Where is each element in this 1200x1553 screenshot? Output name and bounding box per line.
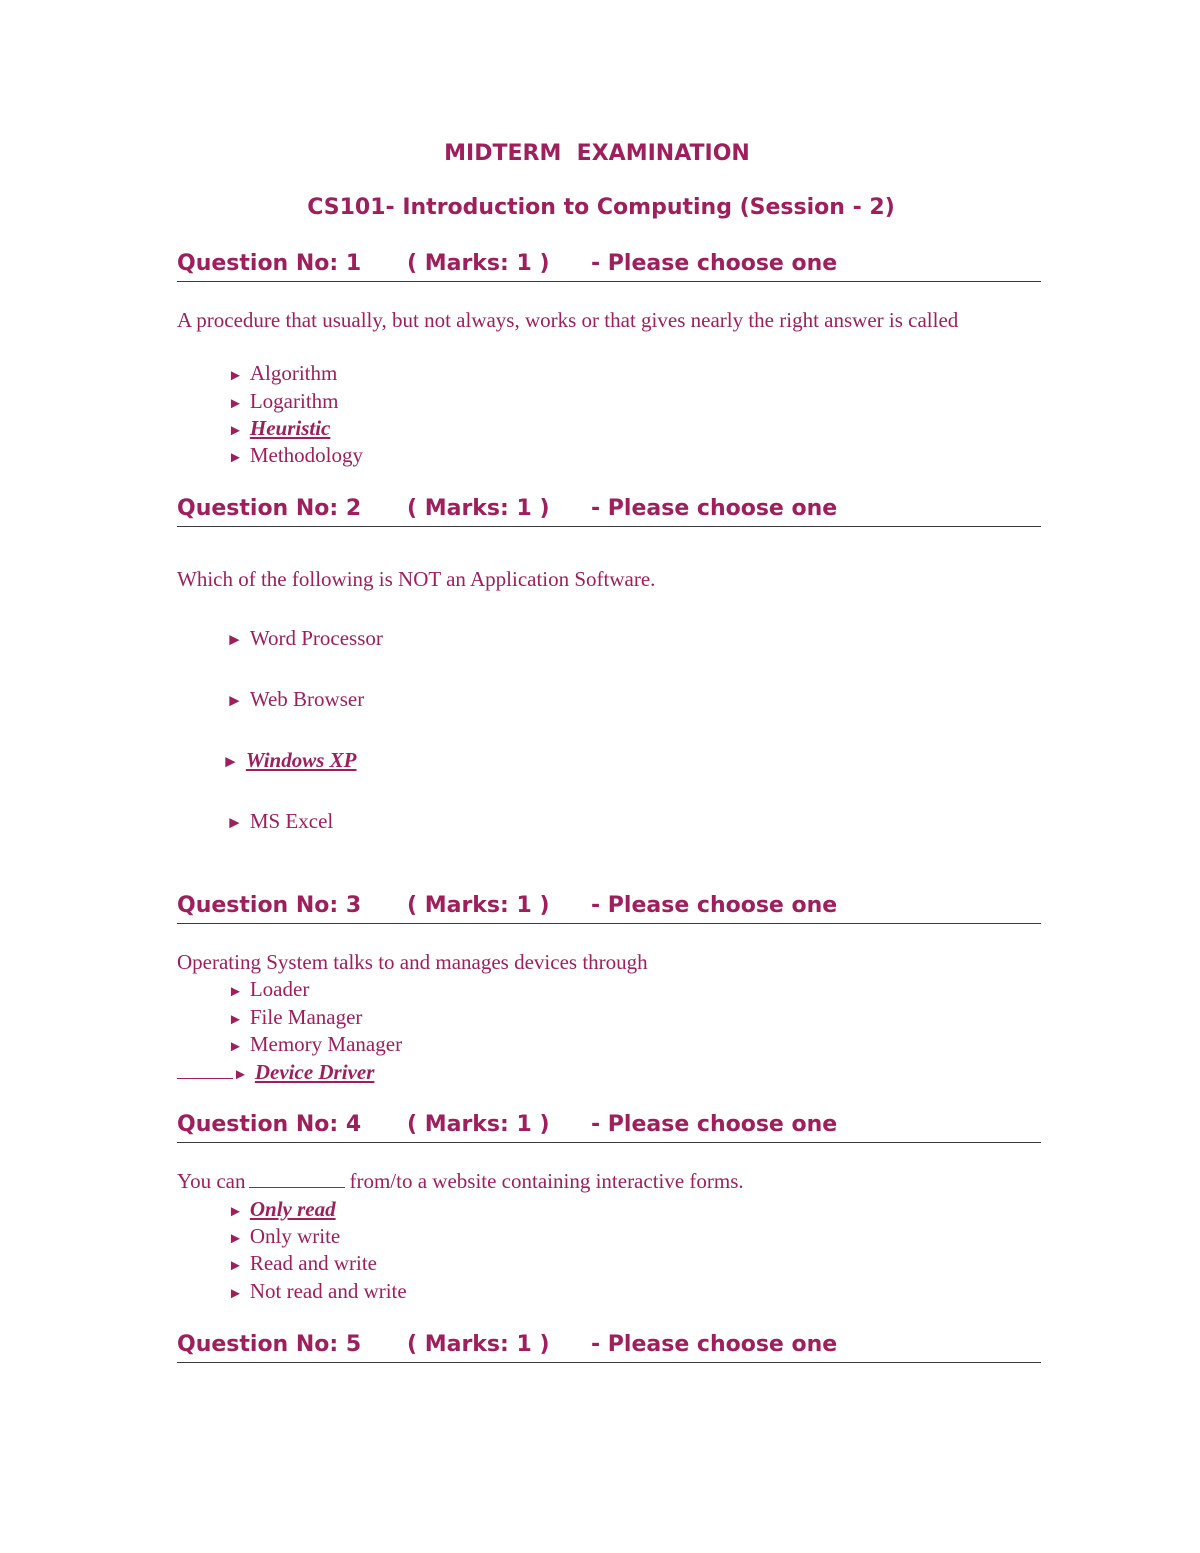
- option-label: File Manager: [249, 1005, 363, 1029]
- arrow-right-icon: ►: [228, 368, 243, 384]
- option-correct[interactable]: [228, 1196, 336, 1226]
- choose-label: - Please choose one: [591, 496, 838, 521]
- question-4-text: [177, 1168, 1017, 1195]
- arrow-right-icon: ►: [228, 1039, 243, 1055]
- arrow-right-icon: ►: [228, 450, 243, 466]
- option[interactable]: [228, 388, 339, 418]
- arrow-right-icon: ►: [226, 691, 243, 710]
- option-label: Device Driver: [254, 1060, 375, 1084]
- option-label: Only write: [249, 1224, 341, 1248]
- question-number: Question No: 1: [177, 251, 362, 276]
- question-number: Question No: 3: [177, 893, 362, 918]
- arrow-right-icon: ►: [233, 1067, 248, 1083]
- arrow-right-icon: ►: [228, 423, 243, 439]
- question-text-end: from/to a website containing interactive forms.: [349, 1169, 744, 1193]
- option-label: MS Excel: [249, 809, 334, 833]
- option[interactable]: [228, 1278, 407, 1308]
- marks-label: ( Marks: 1 ): [407, 496, 550, 521]
- arrow-right-icon: ►: [228, 1258, 243, 1274]
- fill-in-blank: [249, 1169, 345, 1188]
- marks-label: ( Marks: 1 ): [407, 251, 550, 276]
- marks-label: ( Marks: 1 ): [407, 1112, 550, 1137]
- option-label: Windows XP: [245, 748, 357, 772]
- option[interactable]: [226, 686, 364, 714]
- question-4-header: [177, 1112, 1041, 1143]
- option-label: Loader: [249, 977, 310, 1001]
- option-label: Not read and write: [249, 1279, 407, 1303]
- marks-label: ( Marks: 1 ): [407, 893, 550, 918]
- question-2-text: Which of the following is NOT an Application Software.: [177, 567, 656, 591]
- question-number: Question No: 5: [177, 1332, 362, 1357]
- arrow-right-icon: ►: [228, 1286, 243, 1302]
- question-text-start: You can: [177, 1169, 246, 1193]
- option-label: Logarithm: [249, 389, 339, 413]
- option-label: Methodology: [249, 443, 364, 467]
- option[interactable]: [226, 625, 383, 653]
- question-number: Question No: 2: [177, 496, 362, 521]
- arrow-right-icon: ►: [222, 752, 239, 771]
- option-label: Heuristic: [249, 416, 331, 440]
- choose-label: - Please choose one: [591, 1332, 838, 1357]
- option-correct[interactable]: [228, 415, 330, 445]
- option-label: Memory Manager: [249, 1032, 403, 1056]
- option-correct[interactable]: [222, 747, 357, 775]
- question-1-text: A procedure that usually, but not always, works or that gives nearly the right answer is called: [177, 308, 959, 332]
- marks-label: ( Marks: 1 ): [407, 1332, 550, 1357]
- exam-title: MIDTERM EXAMINATION: [444, 141, 750, 166]
- underline-lead: [177, 1060, 233, 1079]
- choose-label: - Please choose one: [591, 893, 838, 918]
- option-label: Web Browser: [249, 687, 365, 711]
- arrow-right-icon: ►: [228, 1012, 243, 1028]
- option-correct[interactable]: [177, 1059, 374, 1089]
- question-3-text: Operating System talks to and manages devices through: [177, 950, 648, 974]
- question-1-header: [177, 251, 1041, 282]
- arrow-right-icon: ►: [226, 630, 243, 649]
- arrow-right-icon: ►: [228, 1204, 243, 1220]
- choose-label: - Please choose one: [591, 251, 838, 276]
- question-5-header: [177, 1332, 1041, 1363]
- arrow-right-icon: ►: [226, 813, 243, 832]
- arrow-right-icon: ►: [228, 1231, 243, 1247]
- option-label: Read and write: [249, 1251, 377, 1275]
- option[interactable]: [228, 1031, 402, 1061]
- option[interactable]: [228, 1250, 377, 1280]
- option[interactable]: [228, 976, 309, 1006]
- option[interactable]: [226, 808, 333, 836]
- arrow-right-icon: ►: [228, 396, 243, 412]
- course-title: CS101- Introduction to Computing (Session - 2): [307, 195, 895, 220]
- question-2-header: [177, 496, 1041, 527]
- option-label: Algorithm: [249, 361, 338, 385]
- option[interactable]: [228, 1004, 362, 1034]
- option[interactable]: [228, 442, 363, 472]
- option[interactable]: [228, 360, 337, 390]
- option[interactable]: [228, 1223, 340, 1253]
- question-number: Question No: 4: [177, 1112, 362, 1137]
- question-3-header: [177, 893, 1041, 924]
- option-label: Only read: [249, 1197, 336, 1221]
- arrow-right-icon: ►: [228, 984, 243, 1000]
- option-label: Word Processor: [249, 626, 383, 650]
- choose-label: - Please choose one: [591, 1112, 838, 1137]
